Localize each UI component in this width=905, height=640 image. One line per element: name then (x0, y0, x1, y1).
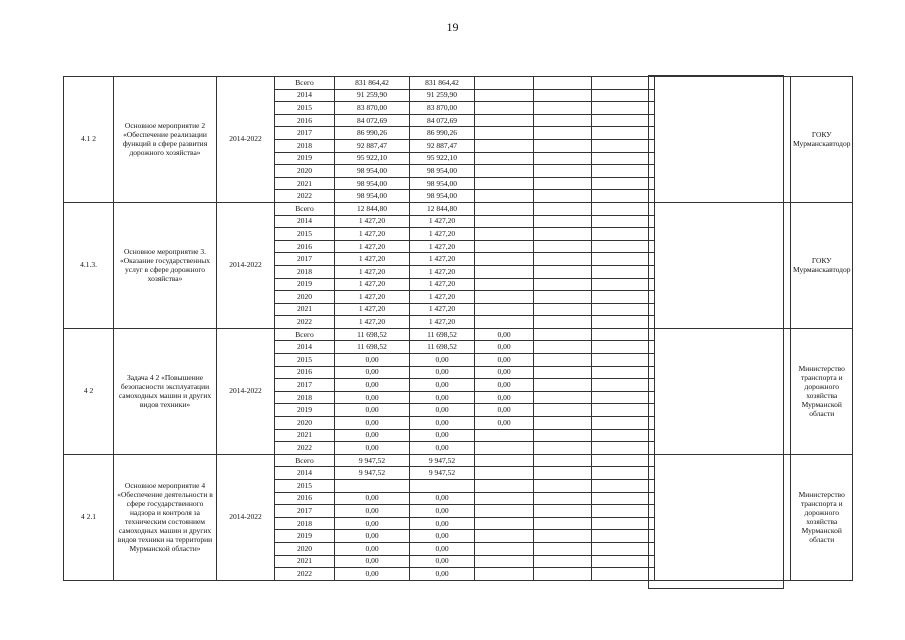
empty-cell (592, 467, 655, 480)
amount-cell-c3 (475, 555, 534, 568)
amount-cell-c2: 1 427,20 (410, 240, 475, 253)
empty-cell (592, 429, 655, 442)
empty-cell (592, 278, 655, 291)
empty-cell (592, 127, 655, 140)
empty-cell (534, 165, 592, 178)
empty-cell (592, 505, 655, 518)
amount-cell-total: 0,00 (335, 354, 410, 367)
amount-cell-c2: 98 954,00 (410, 190, 475, 203)
empty-cell (592, 542, 655, 555)
empty-cell (592, 480, 655, 493)
amount-cell-c3 (475, 429, 534, 442)
year-cell: 2021 (275, 177, 335, 190)
amount-cell-c2: 0,00 (410, 442, 475, 455)
measure-period: 2014-2022 (217, 77, 275, 203)
amount-cell-total: 0,00 (335, 366, 410, 379)
amount-cell-c3: 0,00 (475, 328, 534, 341)
empty-cell (592, 366, 655, 379)
year-cell: 2017 (275, 253, 335, 266)
amount-cell-c3 (475, 568, 534, 581)
measure-name: Задача 4 2 «Повышение безопасности эксплуатации самоходных машин и других видов техники» (114, 328, 217, 454)
amount-cell-c2: 83 870,00 (410, 102, 475, 115)
empty-cell (592, 177, 655, 190)
year-cell: 2019 (275, 152, 335, 165)
amount-cell-total: 0,00 (335, 404, 410, 417)
amount-cell-c3 (475, 542, 534, 555)
measure-name: Основное мероприятие 2 «Обеспечение реализации функций в сфере развития дорожного хозяйства» (114, 77, 217, 203)
year-cell: Всего (275, 77, 335, 90)
amount-cell-total: 0,00 (335, 555, 410, 568)
amount-cell-c2: 0,00 (410, 542, 475, 555)
measure-period: 2014-2022 (217, 454, 275, 580)
amount-cell-total: 831 864,42 (335, 77, 410, 90)
amount-cell-c2: 84 072,69 (410, 114, 475, 127)
amount-cell-total: 0,00 (335, 429, 410, 442)
amount-cell-c3 (475, 467, 534, 480)
empty-cell (534, 341, 592, 354)
year-cell: 2022 (275, 316, 335, 329)
amount-cell-c3 (475, 114, 534, 127)
amount-cell-total: 9 947,52 (335, 467, 410, 480)
amount-cell-c2: 86 990,26 (410, 127, 475, 140)
year-cell: 2018 (275, 517, 335, 530)
amount-cell-c3 (475, 190, 534, 203)
empty-cell (592, 492, 655, 505)
amount-cell-total: 95 922,10 (335, 152, 410, 165)
empty-cell (592, 555, 655, 568)
amount-cell-total: 1 427,20 (335, 253, 410, 266)
amount-cell-c2: 0,00 (410, 492, 475, 505)
amount-cell-c3 (475, 139, 534, 152)
amount-cell-c2 (410, 480, 475, 493)
executor-cell: ГОКУ Мурманскавтодор (791, 77, 853, 203)
amount-cell-total: 11 698,52 (335, 341, 410, 354)
amount-cell-total: 0,00 (335, 379, 410, 392)
amount-cell-c2: 1 427,20 (410, 265, 475, 278)
amount-cell-c2: 831 864,42 (410, 77, 475, 90)
year-cell: 2017 (275, 127, 335, 140)
amount-cell-c3 (475, 127, 534, 140)
empty-cell (534, 228, 592, 241)
empty-cell (534, 442, 592, 455)
amount-cell-c2: 0,00 (410, 354, 475, 367)
amount-cell-c3 (475, 89, 534, 102)
amount-cell-total: 1 427,20 (335, 278, 410, 291)
blank-frame (648, 75, 784, 589)
empty-cell (534, 265, 592, 278)
year-cell: 2018 (275, 139, 335, 152)
empty-cell (592, 404, 655, 417)
amount-cell-total: 1 427,20 (335, 291, 410, 304)
empty-cell (592, 114, 655, 127)
empty-cell (534, 568, 592, 581)
empty-cell (592, 139, 655, 152)
amount-cell-total: 0,00 (335, 505, 410, 518)
amount-cell-total: 0,00 (335, 517, 410, 530)
year-cell: 2020 (275, 165, 335, 178)
amount-cell-c3 (475, 278, 534, 291)
empty-cell (592, 517, 655, 530)
amount-cell-c2: 0,00 (410, 404, 475, 417)
empty-cell (592, 417, 655, 430)
amount-cell-c3 (475, 240, 534, 253)
amount-cell-c3 (475, 291, 534, 304)
amount-cell-c3 (475, 177, 534, 190)
empty-cell (592, 568, 655, 581)
amount-cell-c3: 0,00 (475, 404, 534, 417)
empty-cell (534, 454, 592, 467)
empty-cell (592, 215, 655, 228)
empty-cell (592, 530, 655, 543)
empty-cell (534, 417, 592, 430)
measure-period: 2014-2022 (217, 202, 275, 328)
year-cell: Всего (275, 328, 335, 341)
amount-cell-c2: 95 922,10 (410, 152, 475, 165)
amount-cell-c3: 0,00 (475, 417, 534, 430)
measure-code: 4 2.1 (64, 454, 114, 580)
amount-cell-c3 (475, 442, 534, 455)
year-cell: 2015 (275, 102, 335, 115)
amount-cell-c3 (475, 253, 534, 266)
measure-period: 2014-2022 (217, 328, 275, 454)
amount-cell-c2: 12 844,80 (410, 202, 475, 215)
amount-cell-c2: 0,00 (410, 391, 475, 404)
year-cell: 2022 (275, 568, 335, 581)
empty-cell (592, 341, 655, 354)
year-cell: Всего (275, 454, 335, 467)
empty-cell (592, 442, 655, 455)
empty-cell (534, 366, 592, 379)
empty-cell (534, 152, 592, 165)
amount-cell-c3: 0,00 (475, 366, 534, 379)
year-cell: 2014 (275, 215, 335, 228)
empty-cell (534, 328, 592, 341)
amount-cell-c2: 0,00 (410, 379, 475, 392)
amount-cell-c2: 0,00 (410, 530, 475, 543)
amount-cell-total: 98 954,00 (335, 165, 410, 178)
empty-cell (534, 89, 592, 102)
year-cell: 2019 (275, 530, 335, 543)
empty-cell (534, 316, 592, 329)
amount-cell-c3 (475, 517, 534, 530)
amount-cell-c2: 0,00 (410, 417, 475, 430)
amount-cell-total: 98 954,00 (335, 177, 410, 190)
measure-code: 4 2 (64, 328, 114, 454)
amount-cell-total: 0,00 (335, 417, 410, 430)
empty-cell (534, 530, 592, 543)
amount-cell-total: 98 954,00 (335, 190, 410, 203)
empty-cell (592, 391, 655, 404)
empty-cell (592, 379, 655, 392)
amount-cell-c2: 0,00 (410, 429, 475, 442)
amount-cell-c2: 11 698,52 (410, 328, 475, 341)
amount-cell-total: 9 947,52 (335, 454, 410, 467)
amount-cell-c3 (475, 480, 534, 493)
empty-cell (534, 77, 592, 90)
amount-cell-c2: 92 887,47 (410, 139, 475, 152)
empty-cell (592, 316, 655, 329)
amount-cell-c2: 1 427,20 (410, 316, 475, 329)
amount-cell-c3 (475, 303, 534, 316)
amount-cell-c3: 0,00 (475, 354, 534, 367)
year-cell: 2015 (275, 228, 335, 241)
amount-cell-c2: 0,00 (410, 366, 475, 379)
empty-cell (592, 253, 655, 266)
empty-cell (534, 429, 592, 442)
amount-cell-c2: 98 954,00 (410, 177, 475, 190)
empty-cell (534, 467, 592, 480)
empty-cell (534, 114, 592, 127)
amount-cell-total: 92 887,47 (335, 139, 410, 152)
empty-cell (534, 379, 592, 392)
year-cell: 2017 (275, 379, 335, 392)
year-cell: 2016 (275, 492, 335, 505)
empty-cell (592, 152, 655, 165)
empty-cell (592, 303, 655, 316)
empty-cell (592, 291, 655, 304)
empty-cell (534, 354, 592, 367)
amount-cell-c3 (475, 454, 534, 467)
empty-cell (592, 102, 655, 115)
amount-cell-total: 0,00 (335, 442, 410, 455)
executor-cell: Министерство транспорта и дорожного хозяйства Мурманской области (791, 454, 853, 580)
amount-cell-total: 1 427,20 (335, 240, 410, 253)
year-cell: Всего (275, 202, 335, 215)
amount-cell-c2: 11 698,52 (410, 341, 475, 354)
empty-cell (592, 228, 655, 241)
empty-cell (592, 165, 655, 178)
year-cell: 2014 (275, 89, 335, 102)
measure-name: Основное мероприятие 3. «Оказание государственных услуг в сфере дорожного хозяйства» (114, 202, 217, 328)
amount-cell-c2: 0,00 (410, 568, 475, 581)
year-cell: 2021 (275, 555, 335, 568)
empty-cell (534, 505, 592, 518)
empty-cell (534, 492, 592, 505)
year-cell: 2016 (275, 240, 335, 253)
amount-cell-total: 1 427,20 (335, 215, 410, 228)
empty-cell (534, 215, 592, 228)
amount-cell-total: 83 870,00 (335, 102, 410, 115)
executor-cell: ГОКУ Мурманскавтодор (791, 202, 853, 328)
amount-cell-c2: 1 427,20 (410, 303, 475, 316)
empty-cell (534, 480, 592, 493)
empty-cell (534, 391, 592, 404)
amount-cell-c3 (475, 202, 534, 215)
amount-cell-total: 0,00 (335, 391, 410, 404)
empty-cell (534, 253, 592, 266)
empty-cell (534, 404, 592, 417)
year-cell: 2020 (275, 417, 335, 430)
year-cell: 2015 (275, 354, 335, 367)
amount-cell-total: 12 844,80 (335, 202, 410, 215)
year-cell: 2017 (275, 505, 335, 518)
empty-cell (534, 139, 592, 152)
year-cell: 2015 (275, 480, 335, 493)
amount-cell-total: 0,00 (335, 492, 410, 505)
amount-cell-total: 1 427,20 (335, 228, 410, 241)
amount-cell-c2: 9 947,52 (410, 454, 475, 467)
empty-cell (534, 303, 592, 316)
amount-cell-total: 1 427,20 (335, 316, 410, 329)
year-cell: 2014 (275, 341, 335, 354)
empty-cell (534, 278, 592, 291)
amount-cell-c2: 1 427,20 (410, 253, 475, 266)
empty-cell (592, 354, 655, 367)
empty-cell (592, 265, 655, 278)
empty-cell (592, 240, 655, 253)
amount-cell-c2: 1 427,20 (410, 278, 475, 291)
empty-cell (534, 102, 592, 115)
year-cell: 2018 (275, 265, 335, 278)
amount-cell-c3: 0,00 (475, 379, 534, 392)
empty-cell (534, 202, 592, 215)
year-cell: 2016 (275, 114, 335, 127)
year-cell: 2018 (275, 391, 335, 404)
empty-cell (534, 240, 592, 253)
amount-cell-c3 (475, 215, 534, 228)
empty-cell (592, 454, 655, 467)
executor-cell: Министерство транспорта и дорожного хозяйства Мурманской области (791, 328, 853, 454)
amount-cell-c2: 1 427,20 (410, 291, 475, 304)
amount-cell-c2: 98 954,00 (410, 165, 475, 178)
amount-cell-c2: 1 427,20 (410, 228, 475, 241)
amount-cell-total (335, 480, 410, 493)
amount-cell-total: 1 427,20 (335, 303, 410, 316)
year-cell: 2020 (275, 542, 335, 555)
amount-cell-total: 0,00 (335, 530, 410, 543)
amount-cell-c2: 0,00 (410, 517, 475, 530)
amount-cell-total: 0,00 (335, 542, 410, 555)
year-cell: 2019 (275, 404, 335, 417)
amount-cell-c2: 0,00 (410, 505, 475, 518)
amount-cell-total: 91 259,90 (335, 89, 410, 102)
empty-cell (592, 190, 655, 203)
empty-cell (534, 190, 592, 203)
amount-cell-c3 (475, 102, 534, 115)
amount-cell-c2: 91 259,90 (410, 89, 475, 102)
empty-cell (534, 555, 592, 568)
measure-code: 4.1.3. (64, 202, 114, 328)
empty-cell (592, 89, 655, 102)
amount-cell-c2: 9 947,52 (410, 467, 475, 480)
year-cell: 2016 (275, 366, 335, 379)
empty-cell (592, 328, 655, 341)
amount-cell-total: 0,00 (335, 568, 410, 581)
amount-cell-c3 (475, 152, 534, 165)
amount-cell-total: 84 072,69 (335, 114, 410, 127)
amount-cell-c3: 0,00 (475, 391, 534, 404)
empty-cell (534, 517, 592, 530)
amount-cell-c3 (475, 530, 534, 543)
amount-cell-c3: 0,00 (475, 341, 534, 354)
amount-cell-c2: 0,00 (410, 555, 475, 568)
year-cell: 2019 (275, 278, 335, 291)
amount-cell-total: 86 990,26 (335, 127, 410, 140)
amount-cell-total: 11 698,52 (335, 328, 410, 341)
amount-cell-total: 1 427,20 (335, 265, 410, 278)
measure-code: 4.1 2 (64, 77, 114, 203)
empty-cell (534, 291, 592, 304)
year-cell: 2020 (275, 291, 335, 304)
amount-cell-c3 (475, 265, 534, 278)
year-cell: 2022 (275, 190, 335, 203)
page-number: 19 (446, 20, 459, 34)
amount-cell-c3 (475, 228, 534, 241)
empty-cell (534, 177, 592, 190)
year-cell: 2014 (275, 467, 335, 480)
amount-cell-c3 (475, 316, 534, 329)
amount-cell-c3 (475, 492, 534, 505)
measure-name: Основное мероприятие 4 «Обеспечение деятельности в сфере государственного надзора и контроля за техническим состоянием самоходных машин и других видов техники на территории Мурманской области» (114, 454, 217, 580)
empty-cell (592, 77, 655, 90)
amount-cell-c2: 1 427,20 (410, 215, 475, 228)
empty-cell (592, 202, 655, 215)
year-cell: 2021 (275, 303, 335, 316)
year-cell: 2022 (275, 442, 335, 455)
amount-cell-c3 (475, 165, 534, 178)
amount-cell-c3 (475, 77, 534, 90)
year-cell: 2021 (275, 429, 335, 442)
empty-cell (534, 127, 592, 140)
empty-cell (534, 542, 592, 555)
amount-cell-c3 (475, 505, 534, 518)
